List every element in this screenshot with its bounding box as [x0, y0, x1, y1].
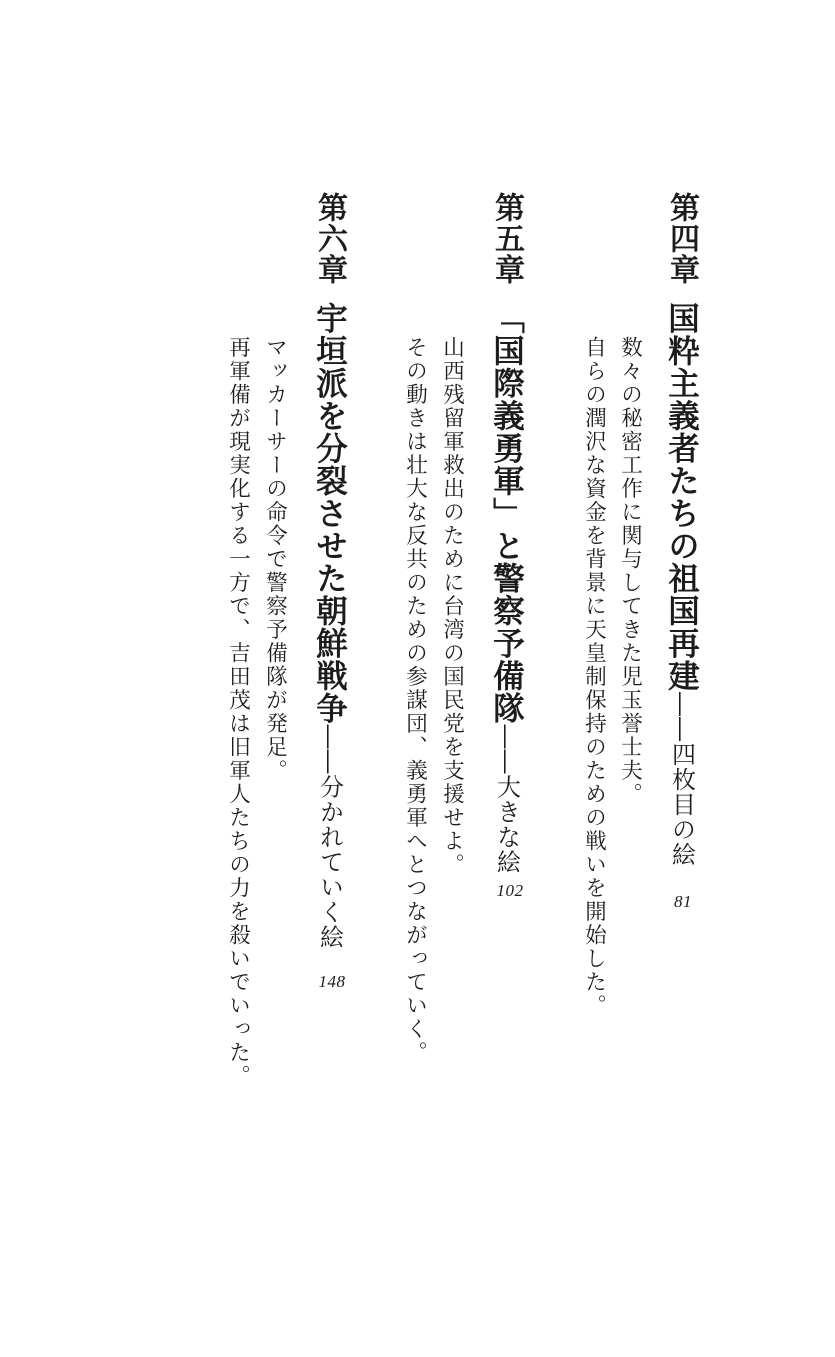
chapter-title — [488, 302, 526, 875]
chapter-label: 第六章 — [312, 192, 347, 285]
chapter-subtitle: ――大きな絵 — [492, 724, 521, 875]
chapter-title-text: 国粋主義者たちの祖国再建 — [663, 302, 701, 692]
chapter-title-text: 「国際義勇軍」と警察予備隊 — [488, 302, 526, 725]
chapter-summary-line: マッカーサーの命令で警察予備隊が発足。 — [262, 336, 288, 783]
page-number: 81 — [674, 892, 692, 911]
chapter-title-text: 宇垣派を分裂させた朝鮮戦争 — [311, 302, 349, 725]
chapter-subtitle: ――四枚目の絵 — [667, 692, 696, 867]
page-number: 102 — [496, 881, 524, 900]
chapter-summary-line: 再軍備が現実化する一方で、吉田茂は旧軍人たちの力を殺いでいった。 — [225, 336, 251, 1088]
chapter-subtitle: ――分かれていく絵 — [315, 724, 344, 950]
chapter-title — [663, 302, 701, 867]
chapter-label: 第四章 — [664, 192, 699, 285]
chapter-summary-line: 自らの潤沢な資金を背景に天皇制保持のための戦いを開始した。 — [581, 336, 607, 1018]
chapter-summary-line: 数々の秘密工作に関与してきた児玉誉士夫。 — [617, 336, 643, 806]
chapter-summary-line: 山西残留軍救出のために台湾の国民党を支援せよ。 — [439, 336, 465, 877]
chapter-title — [311, 302, 349, 950]
chapter-summary-line: その動きは壮大な反共のための参謀団、義勇軍へとつながっていく。 — [402, 336, 428, 1065]
chapter-label: 第五章 — [489, 192, 524, 285]
page-number: 148 — [318, 972, 346, 991]
